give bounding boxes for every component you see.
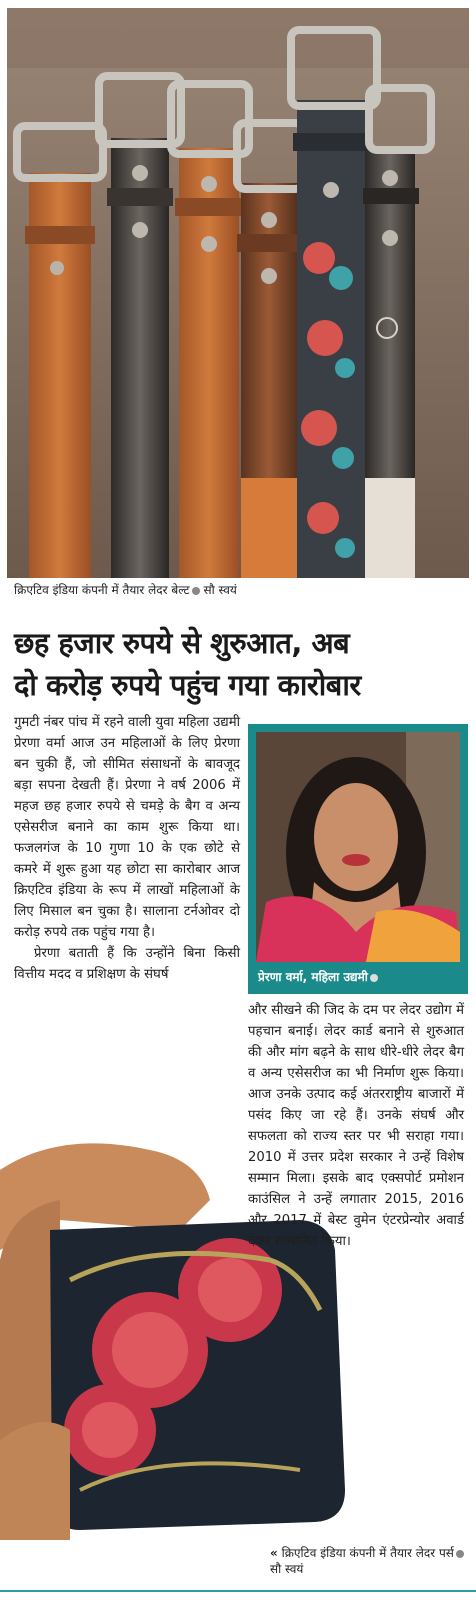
quote-icon: « bbox=[270, 1546, 278, 1560]
paragraph-1: गुमटी नंबर पांच में रहने वाली युवा महिला उद्यमी प्रेरणा वर्मा आज उन महिलाओं के लिए प्रेरणा बन चुकी हैं, जो सीमित संसाधनों के बावजूद बड़ा सपना देखती हैं। प्रेरणा ने वर्ष 2006 में महज छह हजार रुपये से चमड़े के बैग व अन्य एसेसरीज बनाने का काम शुरू किया था। फजलगंज के 10 गुणा 10 के एक छोटे से कमरे में शुरू हुआ यह छोटा सा कारोबार आज क्रिएटिव इंडिया के रूप में लाखों महिलाओं के लिए मिसाल बन चुका है। सालाना टर्नओवर दो करोड़ रुपये तक पहुंच गया है। bbox=[14, 715, 240, 940]
photo-credit: सौ स्वयं bbox=[203, 583, 237, 597]
photo-caption-wallet bbox=[270, 1545, 470, 1577]
article-right-column bbox=[248, 1000, 464, 1252]
paragraph-2: प्रेरणा बताती हैं कि उन्होंने बिना किसी वित्तीय मदद व प्रशिक्षण के संघर्ष bbox=[14, 946, 240, 982]
bullet-icon bbox=[370, 974, 378, 982]
bottom-rule bbox=[0, 1590, 476, 1592]
bullet-icon bbox=[456, 1550, 464, 1558]
portrait-photo bbox=[256, 732, 460, 962]
photo-caption-text: क्रिएटिव इंडिया कंपनी में तैयार लेदर बेल्ट bbox=[14, 583, 190, 597]
paragraph-3: और सीखने की जिद के दम पर लेदर उद्योग में पहचान बनाई। लेदर कार्ड बनाने से शुरुआत की और मांग बढ़ने के साथ धीरे-धीरे लेदर बैग व अन्य एसेसरीज का भी निर्माण शुरू किया। आज उनके उत्पाद कई अंतरराष्ट्रीय बाजारों में पसंद किए जा रहे हैं। उनके संघर्ष और सफलता को राज्य स्तर पर भी सराहा गया। 2010 में उत्तर प्रदेश सरकार ने उन्हें विशेष सम्मान मिला। इसके बाद एक्सपोर्ट प्रमोशन काउंसिल ने उन्हें लगातार 2015, 2016 और 2017 में बेस्ट वुमेन एंटरप्रेन्योर अवार्ड देकर सम्मानित किया। bbox=[248, 1003, 464, 1249]
headline-line-2: दो करोड़ रुपये पहुंच गया कारोबार bbox=[14, 668, 361, 702]
photo-caption-text: क्रिएटिव इंडिया कंपनी में तैयार लेदर पर्स bbox=[281, 1546, 454, 1560]
photo-caption-belts bbox=[14, 582, 394, 598]
photo-credit: सौ स्वयं bbox=[270, 1562, 304, 1576]
portrait-caption bbox=[258, 968, 462, 986]
portrait-caption-text: प्रेरणा वर्मा, महिला उद्यमी bbox=[258, 970, 368, 984]
bullet-icon bbox=[192, 587, 200, 595]
article-left-column bbox=[14, 712, 240, 985]
headline-line-1: छह हजार रुपये से शुरुआत, अब bbox=[14, 626, 350, 660]
belts-photo bbox=[7, 8, 469, 578]
headline bbox=[14, 622, 466, 706]
